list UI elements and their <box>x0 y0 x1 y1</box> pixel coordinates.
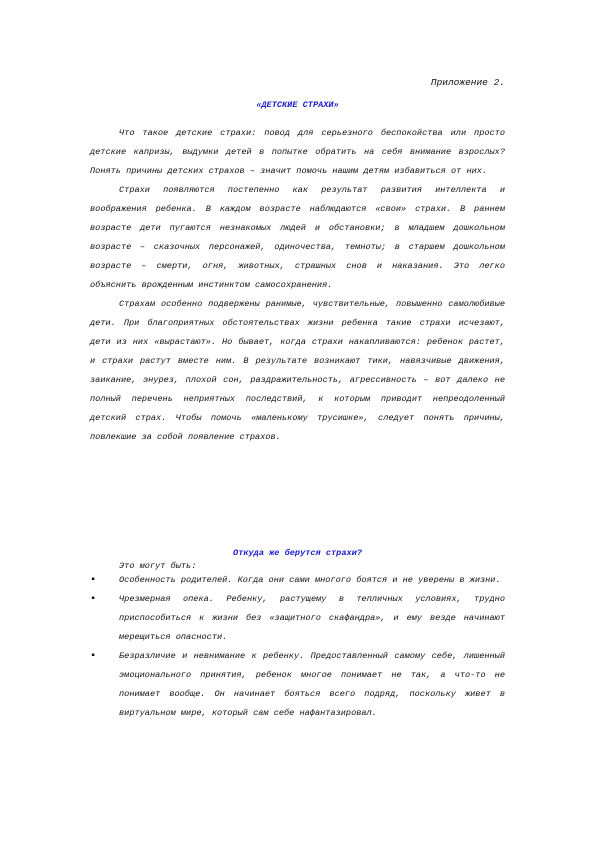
body-text <box>90 124 505 447</box>
list-item <box>90 590 505 647</box>
bullet-icon: ▪ <box>90 651 97 662</box>
list-item <box>90 647 505 723</box>
list-intro: Это могут быть: <box>119 561 197 571</box>
document-title: «ДЕТСКИЕ СТРАХИ» <box>256 100 339 110</box>
bullet-icon: ▪ <box>90 575 97 586</box>
section-subheading: Откуда же берутся страхи? <box>233 548 362 558</box>
bullet-icon: ▪ <box>90 594 97 605</box>
paragraph-1: Что такое детские страхи: повод для серьезного беспокойства или просто детские капризы, выдумки детей в попытке обратить на себя внимание взрослых? Понять причины детских страхов – значит помочь нашим детям избавиться от них. <box>90 128 505 176</box>
list-item-text: Безразличие и невнимание к ребенку. Предоставленный самому себе, лишенный эмоционального принятия, ребенок многое понимает не так, а что-то не понимает вообще. Он начинает бояться всего подряд, поскольку живет в виртуальном мире, который сам себе нафантазировал. <box>119 651 505 718</box>
list-item-text: Чрезмерная опека. Ребенку, растущему в тепличных условиях, трудно приспособиться к жизни без «защитного скафандра», и ему везде начинают мерещиться опасности. <box>119 594 505 642</box>
paragraph-2: Страхи появляются постепенно как результат развития интеллекта и воображения ребенка. В каждом возрасте наблюдаются «свои» страхи. В раннем возрасте дети пугаются незнакомых людей и обстановки; в младшем дошкольном возрасте – сказочных персонажей, одиночества, темноты; в старшем дошкольном возрасте – смерти, огня, животных, страшных снов и наказания. Это легко объяснить врожденным инстинктом самосохранения. <box>90 185 505 290</box>
list-item-text: Особенность родителей. Когда они сами многого боятся и не уверены в жизни. <box>119 575 501 585</box>
paragraph-3: Страхам особенно подвержены ранимые, чувствительные, повышенно самолюбивые дети. При благоприятных обстоятельствах жизни ребенка такие страхи исчезают, дети из них «вырастают». Но бывает, когда страхи накапливаются: ребенок растет, и страхи растут вместе ним. В результате возникают тики, навязчивые движения, заикание, энурез, плохой сон, раздражительность, агрессивность – вот далеко не полный перечень неприятных последствий, к которым приводит непреодоленный детский страх. Чтобы помочь «маленькому трусишке», следует понять причины, повлекшие за собой появление страхов. <box>90 299 505 442</box>
reasons-list <box>90 571 505 723</box>
appendix-label: Приложение 2. <box>430 77 505 88</box>
list-item <box>90 571 505 590</box>
